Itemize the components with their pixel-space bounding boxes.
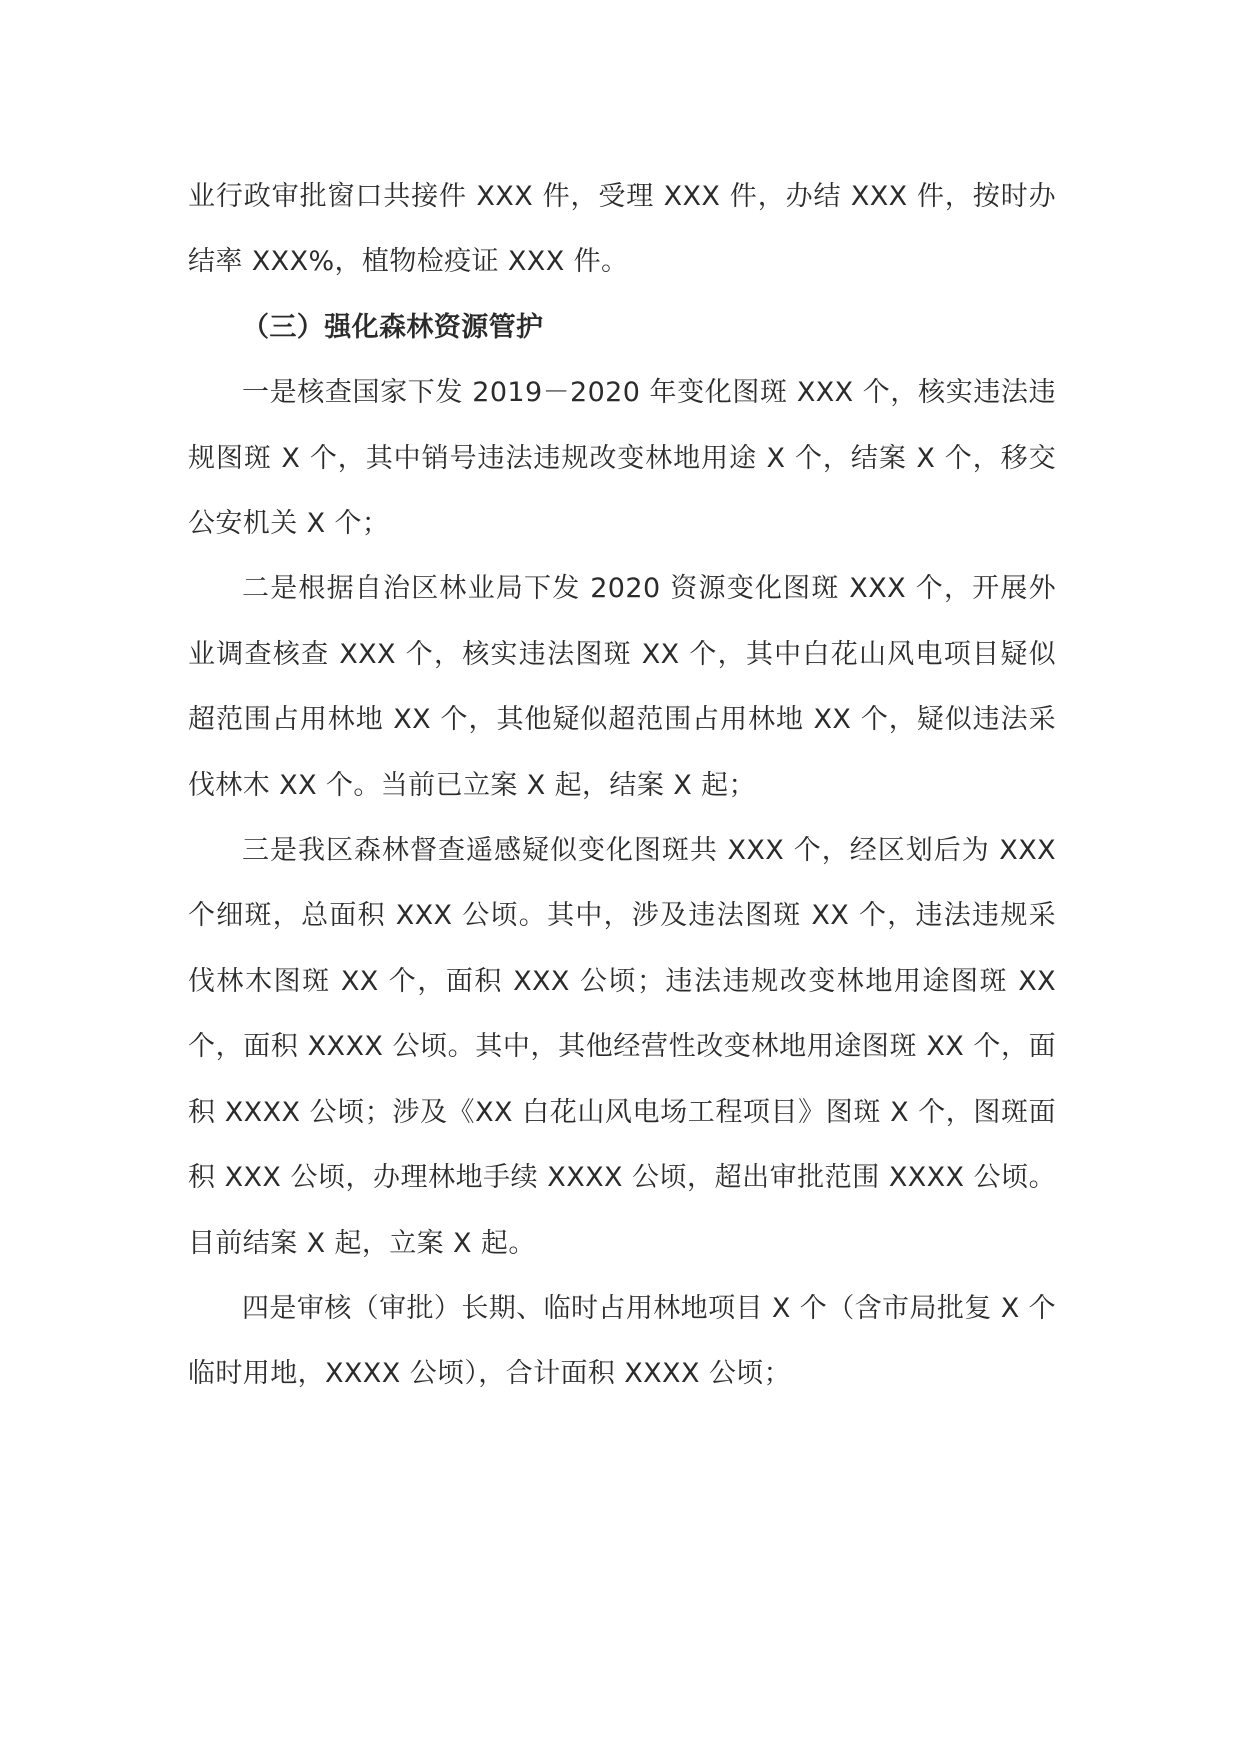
paragraph-continuation: 业行政审批窗口共接件 XXX 件，受理 XXX 件，办结 XXX 件，按时办结率 XXX%，植物检疫证 XXX 件。 xyxy=(188,181,1056,278)
paragraph-item-4: 四是审核（审批）长期、临时占用林地项目 X 个（含市局批复 X 个临时用地，XXXX 公顷），合计面积 XXXX 公顷； xyxy=(188,1292,1056,1390)
section-heading: （三）强化森林资源管护 xyxy=(242,311,544,343)
paragraph-item-1: 一是核查国家下发 2019－2020 年变化图斑 XXX 个，核实违法违规图斑 X 个，其中销号违法违规改变林地用途 X 个，结案 X 个，移交公安机关 X 个； xyxy=(188,377,1056,540)
paragraph-item-2: 二是根据自治区林业局下发 2020 资源变化图斑 XXX 个，开展外业调查核查 XXX 个，核实违法图斑 XX 个，其中白花山风电项目疑似超范围占用林地 XX 个，其他疑似超范围占用林地 XX 个，疑似违法采伐林木 XX 个。当前已立案 X 起，结案 X 起； xyxy=(188,573,1056,801)
document-page xyxy=(188,164,1056,1407)
paragraph-item-3: 三是我区森林督查遥感疑似变化图斑共 XXX 个，经区划后为 XXX 个细斑，总面积 XXX 公顷。其中，涉及违法图斑 XX 个，违法违规采伐林木图斑 XX 个，面积 XXX 公顷；违法违规改变林地用途图斑 XX 个，面积 XXXX 公顷。其中，其他经营性改变林地用途图斑 XX 个，面积 XXXX 公顷；涉及《XX 白花山风电场工程项目》图斑 X 个，图斑面积 XXX 公顷，办理林地手续 XXXX 公顷，超出审批范围 XXXX 公顷。目前结案 X 起，立案 X 起。 xyxy=(188,835,1056,1259)
